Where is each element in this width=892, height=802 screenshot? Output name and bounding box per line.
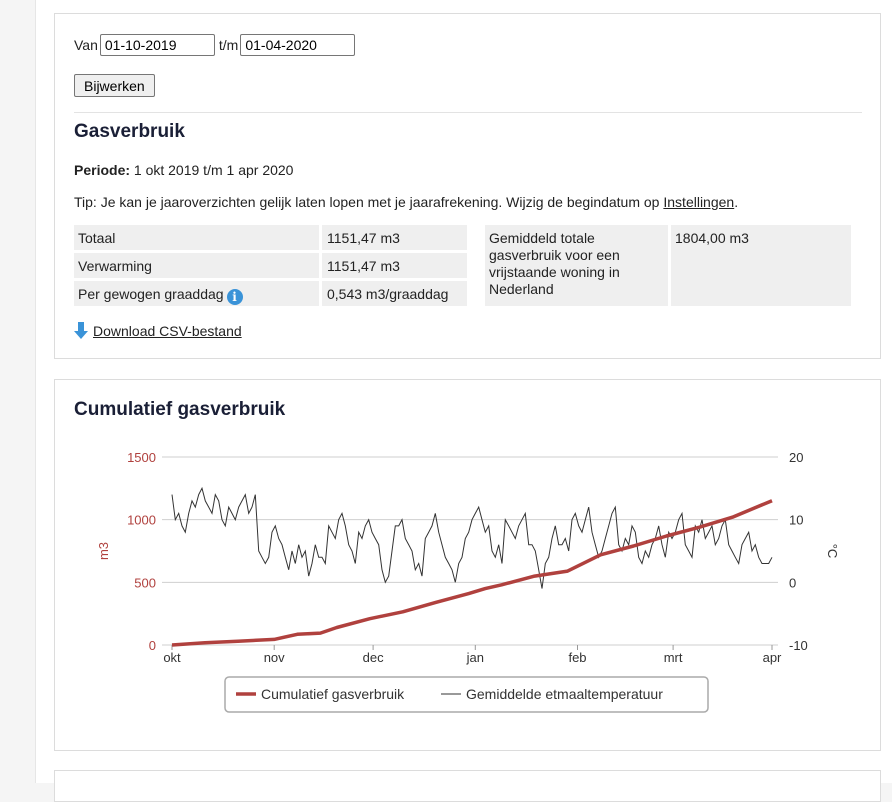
right-tick-label: 10 (789, 512, 804, 528)
period-value: 1 okt 2019 t/m 1 apr 2020 (133, 162, 294, 178)
right-tick-label: 0 (789, 575, 797, 591)
download-csv-link[interactable]: Download CSV-bestand (93, 323, 242, 339)
stat-value-total: 1151,47 m3 (327, 230, 400, 246)
settings-link[interactable]: Instellingen (663, 194, 735, 210)
stat-value-heating: 1151,47 m3 (327, 258, 400, 274)
x-tick-label: jan (466, 650, 484, 665)
tip-end: . (734, 194, 739, 210)
tip-text: Tip: Je kan je jaaroverzichten gelijk laten lopen met je jaarafrekening. Wijzig de begindatum op (74, 194, 660, 210)
x-tick-label: feb (568, 650, 587, 665)
x-tick-label: okt (163, 650, 181, 665)
right-axis-label: °C (825, 543, 840, 559)
left-tick-label: 0 (148, 638, 156, 653)
legend-temperature-label: Gemiddelde etmaaltemperatuur (466, 686, 663, 702)
cumulative-series-line (172, 501, 772, 645)
update-button[interactable]: Bijwerken (74, 74, 155, 97)
x-tick-label: nov (263, 650, 285, 665)
legend-cumulative-label: Cumulatief gasverbruik (261, 686, 405, 702)
temperature-series-line (172, 488, 772, 588)
average-label-line: Gemiddeld totale (489, 230, 595, 246)
chart-title: Cumulatief gasverbruik (74, 399, 286, 420)
average-label-line: vrijstaande woning in (489, 264, 620, 280)
right-tick-label: 20 (789, 450, 804, 465)
from-label: Van (74, 37, 98, 53)
left-tick-label: 1000 (127, 512, 156, 528)
left-axis-label: m3 (96, 541, 111, 561)
left-tick-label: 1500 (127, 450, 156, 465)
right-tick-label: -10 (789, 638, 808, 653)
stat-label-heating: Verwarming (78, 258, 152, 274)
x-tick-label: mrt (663, 650, 683, 665)
average-label-line: gasverbruik voor een (489, 247, 620, 263)
average-value: 1804,00 m3 (675, 230, 749, 246)
stat-label-degree-day-text: Per gewogen graaddag (78, 286, 224, 302)
left-tick-label: 500 (134, 575, 156, 591)
stat-value-degree-day: 0,543 m3/graaddag (327, 286, 449, 302)
x-tick-label: dec (362, 650, 384, 665)
stat-label-total: Totaal (78, 230, 116, 246)
to-label: t/m (218, 37, 239, 53)
period-label: Periode: (74, 162, 131, 178)
x-tick-label: apr (762, 650, 782, 665)
average-label-line: Nederland (489, 281, 554, 297)
usage-title: Gasverbruik (74, 121, 185, 142)
info-icon[interactable]: i (227, 289, 243, 305)
